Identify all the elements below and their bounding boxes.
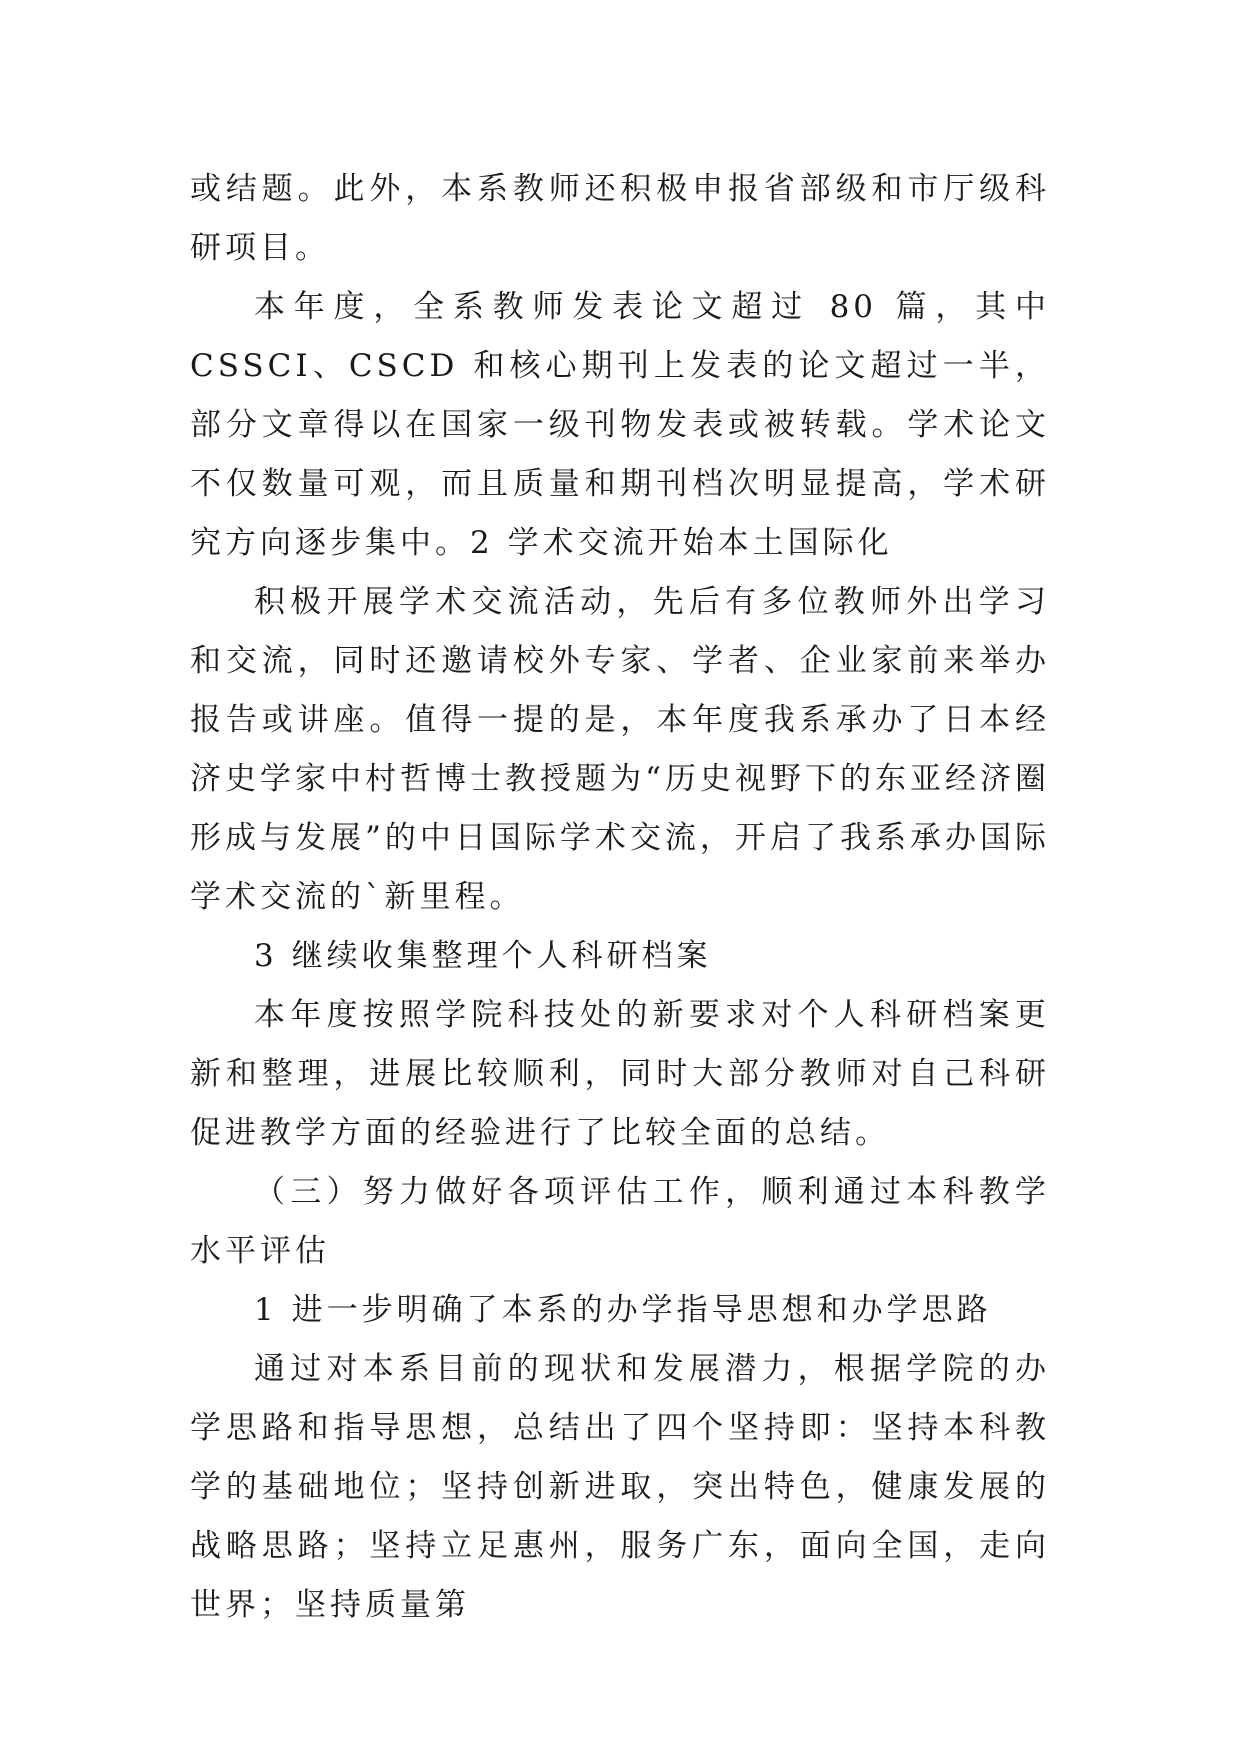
paragraph-academic-exchange: 积极开展学术交流活动，先后有多位教师外出学习和交流，同时还邀请校外专家、学者、企业家前来举办报告或讲座。值得一提的是，本年度我系承办了日本经济史学家中村哲博士教授题为“历史视野下的东亚经济圈形成与发展”的中日国际学术交流，开启了我系承办国际学术交流的`新里程。 [190, 584, 1050, 915]
paragraph-research-archives: 本年度按照学院科技处的新要求对个人科研档案更新和整理，进展比较顺利，同时大部分教师对自己科研促进教学方面的经验进行了比较全面的总结。 [190, 997, 1050, 1151]
paragraph-continuation: 或结题。此外，本系教师还积极申报省部级和市厅级科研项目。 [190, 171, 1050, 266]
document-body [190, 160, 1050, 1635]
paragraph-four-persistences: 通过对本系目前的现状和发展潜力，根据学院的办学思路和指导思想，总结出了四个坚持即：坚持本科教学的基础地位；坚持创新进取，突出特色，健康发展的战略思路；坚持立足惠州，服务广东，面向全国，走向世界；坚持质量第 [190, 1351, 1050, 1623]
heading-research-archives: 3 继续收集整理个人科研档案 [254, 938, 712, 974]
heading-guiding-ideology: 1 进一步明确了本系的办学指导思想和办学思路 [254, 1292, 992, 1328]
paragraph-papers-published: 本年度，全系教师发表论文超过 80 篇，其中 CSSCI、CSCD 和核心期刊上发表的论文超过一半，部分文章得以在国家一级刊物发表或被转载。学术论文不仅数量可观，而且质量和期刊档次明显提高，学术研究方向逐步集中。2 学术交流开始本土国际化 [190, 289, 1050, 561]
heading-evaluation-work: （三）努力做好各项评估工作，顺利通过本科教学水平评估 [190, 1174, 1050, 1269]
